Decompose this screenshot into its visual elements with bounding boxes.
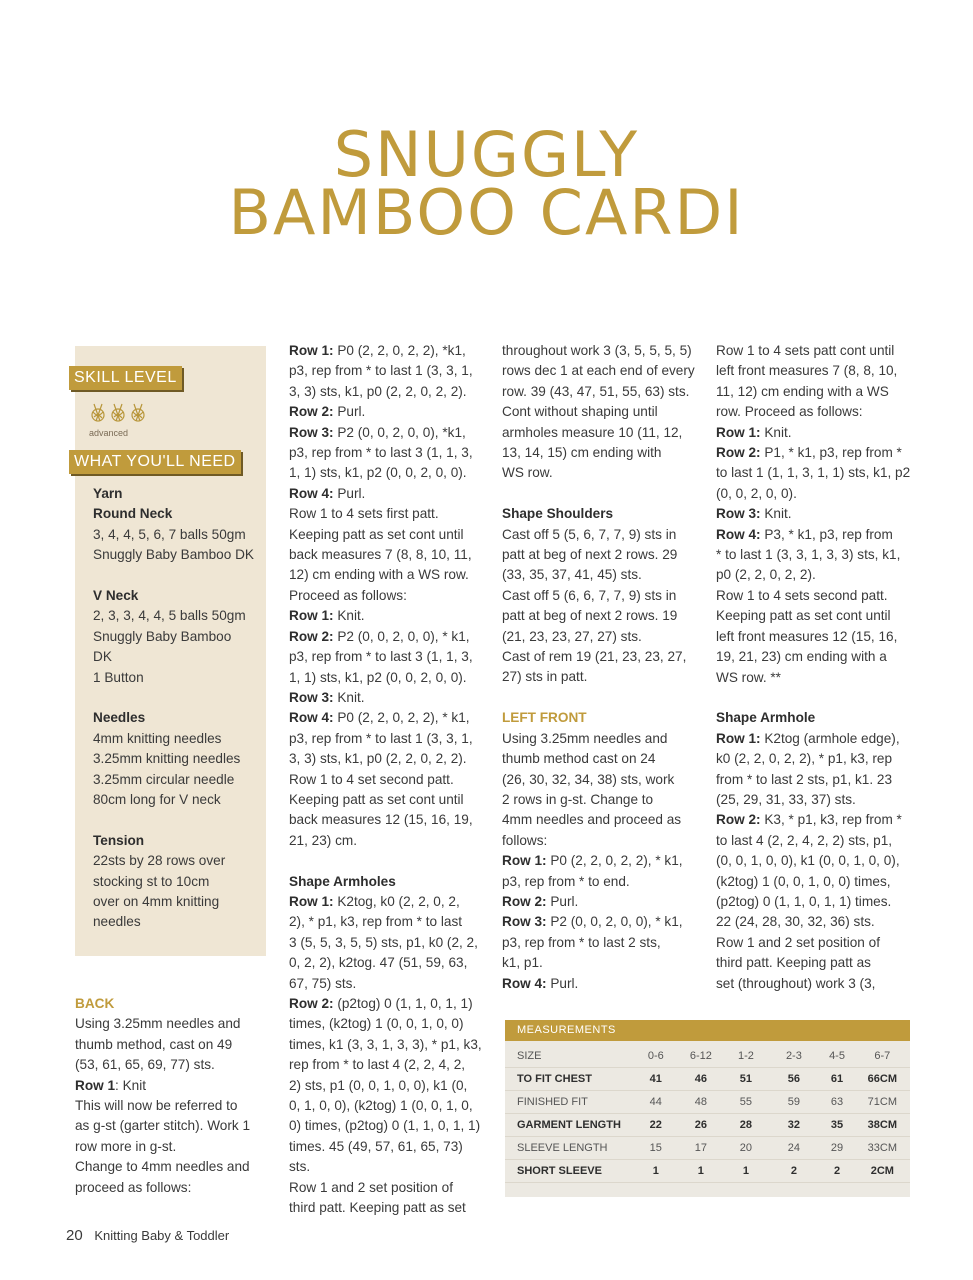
text-line: P3, * k1, p3, rep from xyxy=(760,526,893,542)
row-label: SIZE xyxy=(505,1045,633,1068)
text-line: (p2tog) 0 (1, 1, 0, 1, 1) times. xyxy=(716,893,892,909)
text-line: Knit. xyxy=(333,689,365,705)
text-line: Using 3.25mm needles and xyxy=(502,730,668,746)
text-line: Purl. xyxy=(333,404,366,420)
row-label: Row 2: xyxy=(289,995,334,1011)
round-neck-heading: Round Neck xyxy=(93,506,173,522)
text-line: as g-st (garter stitch). Work 1 xyxy=(75,1118,250,1134)
text-line: Cast off 5 (5, 6, 7, 7, 9) sts in xyxy=(502,526,677,542)
row-label: SHORT SLEEVE xyxy=(505,1160,633,1183)
needles-heading: Needles xyxy=(93,710,146,726)
text-line: Cont without shaping until xyxy=(502,404,658,420)
table-cell: 59 xyxy=(768,1091,819,1114)
materials-line: Snuggly Baby Bamboo DK xyxy=(93,547,254,563)
row-label: Row 1: xyxy=(502,853,547,869)
text-line: P0 (2, 2, 0, 2, 2), *k1, xyxy=(333,343,466,358)
v-neck-heading: V Neck xyxy=(93,588,139,604)
row-label: FINISHED FIT xyxy=(505,1091,633,1114)
table-row xyxy=(505,1114,910,1137)
text-line: 0, 1, 0, 0), (k2tog) 1 (0, 0, 1, 0, xyxy=(289,1098,473,1114)
text-line: Row 1 to 4 sets second patt. xyxy=(716,587,888,603)
text-line: Using 3.25mm needles and xyxy=(75,1016,241,1032)
table-cell: 51 xyxy=(723,1068,768,1091)
text-line: * to last 1 (3, 3, 1, 3, 3) sts, k1, xyxy=(716,547,901,563)
text-line: Cast of rem 19 (21, 23, 23, 27, xyxy=(502,649,687,665)
text-line: back measures 7 (8, 8, 10, 11, xyxy=(289,547,472,563)
table-row xyxy=(505,1137,910,1160)
back-heading: BACK xyxy=(75,996,115,1011)
text-line: from * to last 2 sts, p1, k1. 23 xyxy=(716,771,893,787)
publication-name: Knitting Baby & Toddler xyxy=(94,1228,230,1243)
text-line: 4mm needles and proceed as xyxy=(502,812,682,828)
text-line: p3, rep from * to end. xyxy=(502,873,630,889)
text-line: left front measures 12 (15, 16, xyxy=(716,628,898,644)
row-label: Row 2: xyxy=(289,628,334,644)
text-line: K3, * p1, k3, rep from * xyxy=(760,812,902,828)
text-line: Row 1 to 4 sets patt cont until xyxy=(716,343,895,358)
title-line-1: SNUGGLY xyxy=(333,118,640,191)
table-cell: 38CM xyxy=(855,1114,910,1137)
table-cell: 56 xyxy=(768,1068,819,1091)
text-line: Row 1 to 4 sets first patt. xyxy=(289,506,439,522)
measurements-table xyxy=(505,1020,910,1197)
shape-armholes-heading: Shape Armholes xyxy=(289,873,396,889)
table-cell: 48 xyxy=(678,1091,723,1114)
text-line: thumb method, cast on 49 xyxy=(75,1036,233,1052)
table-cell: 46 xyxy=(678,1068,723,1091)
table-row xyxy=(505,1068,910,1091)
text-line: This will now be referred to xyxy=(75,1098,238,1114)
text-line: 3, 3) sts, k1, p0 (2, 2, 0, 2, 2). xyxy=(289,751,467,767)
table-cell: 2-3 xyxy=(768,1045,819,1068)
table-cell: 22 xyxy=(633,1114,678,1137)
text-line: Cast off 5 (6, 6, 7, 7, 9) sts in xyxy=(502,587,677,603)
materials-list xyxy=(93,484,263,933)
text-line: K2tog, k0 (2, 2, 0, 2, xyxy=(333,893,460,909)
table-cell: 6-7 xyxy=(855,1045,910,1068)
tension-heading: Tension xyxy=(93,832,145,848)
text-line: 0, 2, 2), k2tog. 47 (51, 59, 63, xyxy=(289,955,468,971)
table-cell: 17 xyxy=(678,1137,723,1160)
table-cell: 41 xyxy=(633,1068,678,1091)
materials-line: DK xyxy=(93,649,112,665)
text-line: back measures 12 (15, 16, 19, xyxy=(289,812,473,828)
row-label: Row 3: xyxy=(289,689,334,705)
text-line: third patt. Keeping patt as xyxy=(716,955,871,971)
text-line: proceed as follows: xyxy=(75,1179,192,1195)
text-line: 12) cm ending with a WS row. xyxy=(289,567,469,583)
text-line: Keeping patt as set cont until xyxy=(716,608,891,624)
row-label: Row 1: xyxy=(289,343,334,358)
row-label: TO FIT CHEST xyxy=(505,1068,633,1091)
row-label: Row 1: xyxy=(716,424,761,440)
text-line: Keeping patt as set cont until xyxy=(289,791,464,807)
text-line: Knit. xyxy=(333,608,365,624)
yarn-heading: Yarn xyxy=(93,486,123,501)
text-line: 27) sts in patt. xyxy=(502,669,588,685)
table-cell: 4-5 xyxy=(819,1045,854,1068)
row-label: Row 1: xyxy=(716,730,761,746)
row-label: Row 4: xyxy=(289,485,334,501)
text-line: K2tog (armhole edge), xyxy=(760,730,900,746)
row-label: Row 2: xyxy=(716,812,761,828)
row-label: Row 2: xyxy=(716,445,761,461)
table-cell: 15 xyxy=(633,1137,678,1160)
materials-line: Snuggly Baby Bamboo xyxy=(93,628,232,644)
table-cell: 1-2 xyxy=(723,1045,768,1068)
row-label: Row 2: xyxy=(289,404,334,420)
row-label: Row 4: xyxy=(289,710,334,726)
materials-line: 3.25mm circular needle xyxy=(93,771,235,787)
text-line: 11, 12) cm ending with a WS xyxy=(716,383,889,399)
row-label: Row 1: xyxy=(289,893,334,909)
materials-line: 22sts by 28 rows over xyxy=(93,853,226,869)
table-cell: 71CM xyxy=(855,1091,910,1114)
text-line: 3, 3) sts, k1, p0 (2, 2, 0, 2, 2). xyxy=(289,383,467,399)
text-line: row. 39 (43, 47, 51, 55, 63) sts. xyxy=(502,383,690,399)
text-line: set (throughout) work 3 (3, xyxy=(716,975,876,991)
materials-line: 2, 3, 3, 4, 4, 5 balls 50gm xyxy=(93,608,246,624)
text-line: p0 (2, 2, 0, 2, 2). xyxy=(716,567,816,583)
table-cell: 66CM xyxy=(855,1068,910,1091)
row-label: GARMENT LENGTH xyxy=(505,1114,633,1137)
table-cell: 44 xyxy=(633,1091,678,1114)
text-line: to last 1 (1, 1, 3, 1, 1) sts, k1, p2 xyxy=(716,465,911,481)
text-line: third patt. Keeping patt as set xyxy=(289,1200,466,1216)
materials-line: 3, 4, 4, 5, 6, 7 balls 50gm xyxy=(93,526,246,542)
materials-line: 4mm knitting needles xyxy=(93,730,222,746)
text-line: (21, 23, 23, 27, 27) sts. xyxy=(502,628,642,644)
text-line: (25, 29, 31, 33, 37) sts. xyxy=(716,791,856,807)
table-cell: 2 xyxy=(819,1160,854,1183)
text-line: p3, rep from * to last 1 (3, 3, 1, xyxy=(289,363,473,379)
text-line: (33, 35, 37, 41, 45) sts. xyxy=(502,567,642,583)
text-line: (26, 30, 32, 34, 38) sts, work xyxy=(502,771,675,787)
text-line: 3 (5, 5, 3, 5, 5) sts, p1, k0 (2, 2, xyxy=(289,934,478,950)
text-line: (k2tog) 1 (0, 0, 1, 0, 0) times, xyxy=(716,873,891,889)
text-line: P2 (0, 0, 2, 0, 0), * k1, xyxy=(333,628,470,644)
text-line: row. Proceed as follows: xyxy=(716,404,863,420)
pattern-column-4 xyxy=(716,341,912,994)
text-line: 1, 1) sts, k1, p2 (0, 0, 2, 0, 0). xyxy=(289,669,467,685)
text-line: k1, p1. xyxy=(502,955,543,971)
text-line: Knit. xyxy=(760,424,792,440)
text-line: P1, * k1, p3, rep from * xyxy=(760,445,902,461)
table-cell: 24 xyxy=(768,1137,819,1160)
text-line: to last 4 (2, 2, 4, 2, 2) sts, p1, xyxy=(716,832,893,848)
table-cell: 35 xyxy=(819,1114,854,1137)
measurements-grid xyxy=(505,1045,910,1183)
text-line: P0 (2, 2, 0, 2, 2), * k1, xyxy=(546,853,683,869)
text-line: p3, rep from * to last 1 (3, 3, 1, xyxy=(289,730,473,746)
text-line: WS row. xyxy=(502,465,553,481)
text-line: Purl. xyxy=(546,975,579,991)
yarn-balls-icon xyxy=(90,400,150,424)
table-cell: 0-6 xyxy=(633,1045,678,1068)
text-line: 19, 21, 23) cm ending with a xyxy=(716,649,887,665)
text-line: (p2tog) 0 (1, 1, 0, 1, 1) xyxy=(333,995,473,1011)
table-cell: 6-12 xyxy=(678,1045,723,1068)
text-line: Row 1 to 4 set second patt. xyxy=(289,771,454,787)
text-line: Proceed as follows: xyxy=(289,587,407,603)
materials-line: stocking st to 10cm xyxy=(93,873,210,889)
text-line: 2) sts, p1 (0, 0, 1, 0, 0), k1 (0, xyxy=(289,1077,468,1093)
page-footer xyxy=(66,1227,229,1244)
materials-line: 80cm long for V neck xyxy=(93,792,221,808)
text-line: armholes measure 10 (11, 12, xyxy=(502,424,683,440)
text-line: rep from * to last 4 (2, 2, 4, 2, xyxy=(289,1057,466,1073)
text-line: 0) times, (p2tog) 0 (1, 1, 0, 1, 1) xyxy=(289,1118,481,1134)
table-cell: 2 xyxy=(768,1160,819,1183)
text-line: 67, 75) sts. xyxy=(289,975,357,991)
text-line: 1, 1) sts, k1, p2 (0, 0, 2, 0, 0). xyxy=(289,465,467,481)
row-label: Row 3: xyxy=(716,506,761,522)
text-line: : Knit xyxy=(115,1077,147,1093)
text-line: Purl. xyxy=(333,485,366,501)
table-cell: 1 xyxy=(633,1160,678,1183)
page-number: 20 xyxy=(66,1227,83,1244)
text-line: (0, 0, 2, 0, 0). xyxy=(716,485,797,501)
table-row xyxy=(505,1091,910,1114)
text-line: 13, 14, 15) cm ending with xyxy=(502,445,662,461)
text-line: patt at beg of next 2 rows. 19 xyxy=(502,608,678,624)
left-front-heading: LEFT FRONT xyxy=(502,710,587,726)
table-cell: 29 xyxy=(819,1137,854,1160)
text-line: follows: xyxy=(502,832,548,848)
row-label: Row 1 xyxy=(75,1077,116,1093)
text-line: 2 rows in g-st. Change to xyxy=(502,791,654,807)
table-cell: 63 xyxy=(819,1091,854,1114)
text-line: 2), * p1, k3, rep from * to last xyxy=(289,914,463,930)
shape-armhole-heading: Shape Armhole xyxy=(716,710,816,726)
materials-line: needles xyxy=(93,914,141,930)
table-cell: 2CM xyxy=(855,1160,910,1183)
table-cell: 33CM xyxy=(855,1137,910,1160)
table-cell: 1 xyxy=(723,1160,768,1183)
text-line: Row 1 and 2 set position of xyxy=(716,934,880,950)
row-label: SLEEVE LENGTH xyxy=(505,1137,633,1160)
text-line: (53, 61, 65, 69, 77) sts. xyxy=(75,1057,215,1073)
page-title xyxy=(0,118,973,249)
text-line: P2 (0, 0, 2, 0, 0), * k1, xyxy=(546,914,683,930)
table-cell: 55 xyxy=(723,1091,768,1114)
row-label: Row 3: xyxy=(502,914,547,930)
text-line: rows dec 1 at each end of every xyxy=(502,363,695,379)
text-line: p3, rep from * to last 2 sts, xyxy=(502,934,661,950)
table-row xyxy=(505,1160,910,1183)
text-line: P0 (2, 2, 0, 2, 2), * k1, xyxy=(333,710,470,726)
pattern-column-2 xyxy=(289,341,485,1218)
back-section xyxy=(75,994,275,1198)
text-line: row more in g-st. xyxy=(75,1138,177,1154)
table-cell: 28 xyxy=(723,1114,768,1137)
text-line: (0, 0, 1, 0, 0), k1 (0, 0, 1, 0, 0), xyxy=(716,853,900,869)
title-line-2: BAMBOO CARDI xyxy=(228,176,745,249)
materials-line: over on 4mm knitting xyxy=(93,894,220,910)
materials-line: 1 Button xyxy=(93,669,144,685)
text-line: thumb method cast on 24 xyxy=(502,751,656,767)
row-label: Row 1: xyxy=(289,608,334,624)
skill-level-tag: SKILL LEVEL xyxy=(69,366,182,390)
table-cell: 1 xyxy=(678,1160,723,1183)
what-you-need-tag: WHAT YOU'LL NEED xyxy=(69,450,241,474)
table-cell: 20 xyxy=(723,1137,768,1160)
text-line: patt at beg of next 2 rows. 29 xyxy=(502,547,678,563)
row-label: Row 4: xyxy=(716,526,761,542)
measurements-header: MEASUREMENTS xyxy=(505,1020,910,1041)
text-line: Row 1 and 2 set position of xyxy=(289,1179,453,1195)
pattern-column-3 xyxy=(502,341,698,994)
text-line: Keeping patt as set cont until xyxy=(289,526,464,542)
text-line: Change to 4mm needles and xyxy=(75,1159,250,1175)
skill-level-value: advanced xyxy=(89,428,129,438)
text-line: p3, rep from * to last 3 (1, 1, 3, xyxy=(289,445,473,461)
table-row xyxy=(505,1045,910,1068)
text-line: Knit. xyxy=(760,506,792,522)
materials-line: 3.25mm knitting needles xyxy=(93,751,241,767)
text-line: times, (k2tog) 1 (0, 0, 1, 0, 0) xyxy=(289,1016,464,1032)
table-cell: 26 xyxy=(678,1114,723,1137)
row-label: Row 4: xyxy=(502,975,547,991)
text-line: P2 (0, 0, 2, 0, 0), *k1, xyxy=(333,424,466,440)
shape-shoulders-heading: Shape Shoulders xyxy=(502,506,614,522)
row-label: Row 2: xyxy=(502,893,547,909)
text-line: WS row. ** xyxy=(716,669,781,685)
text-line: times, k1 (3, 3, 1, 3, 3), * p1, k3, xyxy=(289,1036,482,1052)
text-line: p3, rep from * to last 3 (1, 1, 3, xyxy=(289,649,473,665)
text-line: throughout work 3 (3, 5, 5, 5, 5) xyxy=(502,343,692,358)
table-cell: 32 xyxy=(768,1114,819,1137)
text-line: Purl. xyxy=(546,893,579,909)
text-line: left front measures 7 (8, 8, 10, xyxy=(716,363,898,379)
row-label: Row 3: xyxy=(289,424,334,440)
text-line: 22 (24, 28, 30, 32, 36) sts. xyxy=(716,914,875,930)
text-line: k0 (2, 2, 0, 2, 2), * p1, k3, rep xyxy=(716,751,893,767)
table-cell: 61 xyxy=(819,1068,854,1091)
text-line: times. 45 (49, 57, 61, 65, 73) sts. xyxy=(289,1138,463,1175)
text-line: 21, 23) cm. xyxy=(289,832,357,848)
